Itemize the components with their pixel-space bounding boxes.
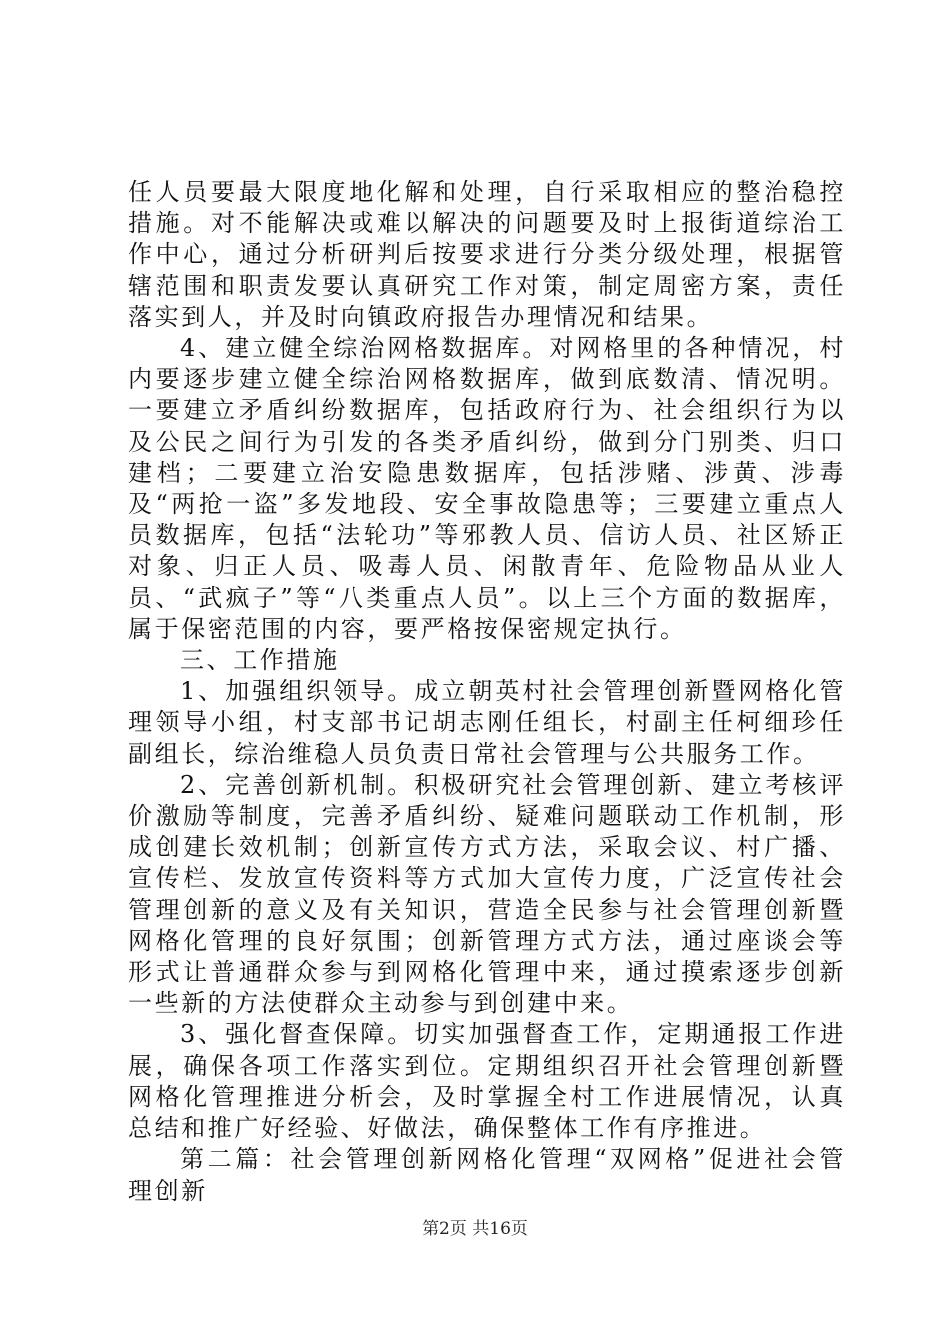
paragraph-continuation: 任人员要最大限度地化解和处理，自行采取相应的整治稳控措施。对不能解决或难以解决的问题要及时上报街道综治工作中心，通过分析研判后按要求进行分类分级处理，根据管辖范围和职责发要认真研究工作对策，制定周密方案，责任落实到人，并及时向镇政府报告办理情况和结果。 xyxy=(128,178,846,331)
paragraph-database: 4、建立健全综治网格数据库。对网格里的各种情况，村内要逐步建立健全综治网格数据库，做到底数清、情况明。一要建立矛盾纠纷数据库，包括政府行为、社会组织行为以及公民之间行为引发的各类矛盾纠纷，做到分门别类、归口建档；二要建立治安隐患数据库，包括涉赌、涉黄、涉毒及“两抢一盗”多发地段、安全事故隐患等；三要建立重点人员数据库，包括“法轮功”等邪教人员、信访人员、社区矫正对象、归正人员、吸毒人员、闲散青年、危险物品从业人员、“武疯子”等“八类重点人员”。以上三个方面的数据库，属于保密范围的内容，要严格按保密规定执行。 xyxy=(128,334,846,643)
paragraph-organization: 1、加强组织领导。成立朝英村社会管理创新暨网格化管理领导小组，村支部书记胡志刚任组长，村副主任柯细珍任副组长，综治维稳人员负责日常社会管理与公共服务工作。 xyxy=(128,677,846,768)
page-number-footer: 第2页 共16页 xyxy=(422,1219,528,1239)
document-body xyxy=(128,177,846,1207)
section-heading-measures: 三、工作措施 xyxy=(180,646,340,675)
paragraph-mechanism: 2、完善创新机制。积极研究社会管理创新、建立考核评价激励等制度，完善矛盾纠纷、疑难问题联动工作机制，形成创建长效机制；创新宣传方式方法，采取会议、村广播、宣传栏、发放宣传资料等方式加大宣传力度，广泛宣传社会管理创新的意义及有关知识，营造全民参与社会管理创新暨网格化管理的良好氛围；创新管理方式方法，通过座谈会等形式让普通群众参与到网格化管理中来，通过摸索逐步创新一些新的方法使群众主动参与到创建中来。 xyxy=(128,770,846,1018)
paragraph-supervision: 3、强化督查保障。切实加强督查工作，定期通报工作进展，确保各项工作落实到位。定期组织召开社会管理创新暨网格化管理推进分析会，及时掌握全村工作进展情况，认真总结和推广好经验、好做法，确保整体工作有序推进。 xyxy=(128,1020,846,1143)
chapter-title-second: 第二篇：社会管理创新网格化管理“双网格”促进社会管理创新 xyxy=(128,1145,846,1205)
